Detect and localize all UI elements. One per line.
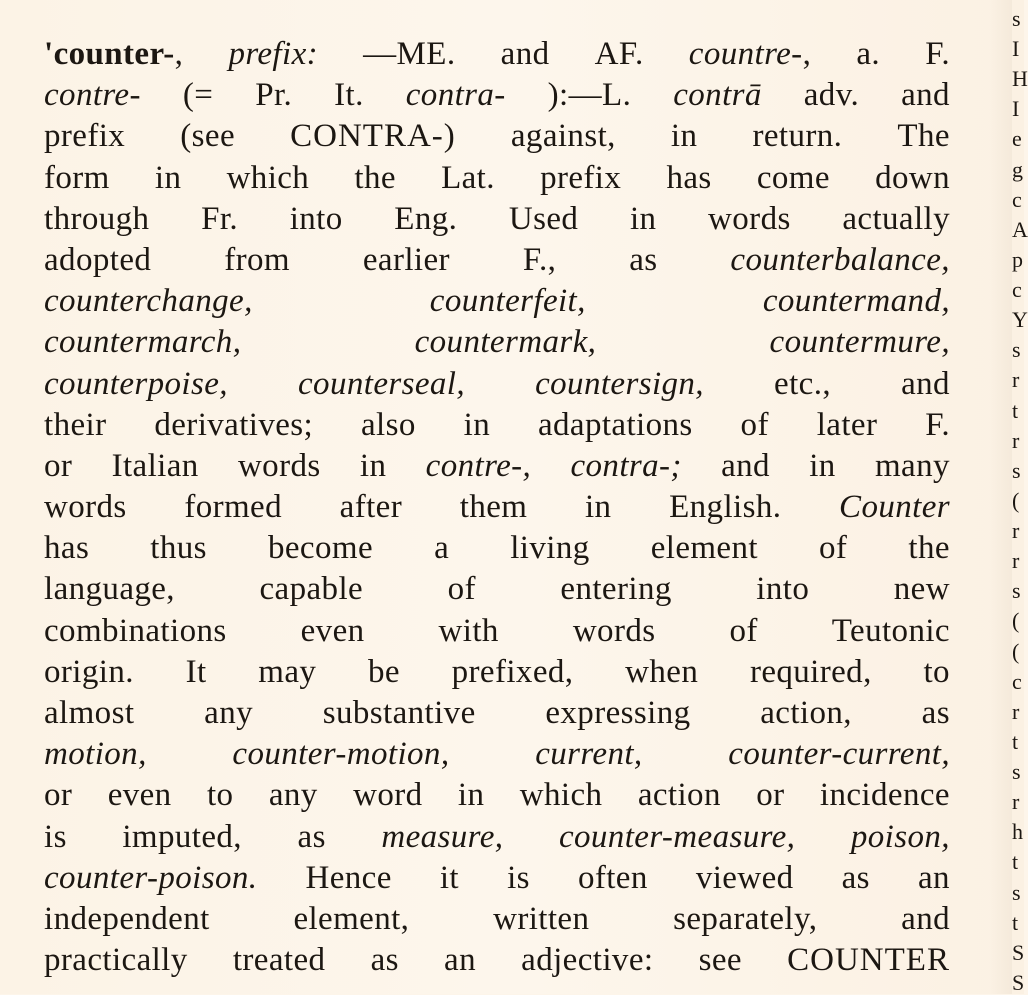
entry-word: or xyxy=(44,777,73,814)
entry-word: in xyxy=(670,118,698,155)
entry-word: It. xyxy=(334,77,364,114)
entry-line xyxy=(44,528,950,569)
entry-word: contre-, xyxy=(425,447,532,484)
entry-word: Pr. xyxy=(255,77,293,114)
entry-word: Lat. xyxy=(441,159,495,196)
entry-word: which xyxy=(519,777,603,814)
adjacent-column-letter: c xyxy=(1012,186,1022,212)
entry-word: Teutonic xyxy=(831,612,950,649)
entry-word: expressing xyxy=(545,695,691,731)
entry-word: of xyxy=(819,530,848,567)
adjacent-column-letter: r xyxy=(1012,789,1020,815)
entry-word: entering xyxy=(560,571,672,608)
entry-line xyxy=(44,199,950,240)
entry-word: counterchange, xyxy=(44,283,253,320)
entry-word: F. xyxy=(925,406,950,443)
adjacent-column-letter: s xyxy=(1012,879,1021,905)
adjacent-column-letter: ( xyxy=(1012,487,1020,513)
entry-word: be xyxy=(367,653,400,690)
adjacent-column-letter: s xyxy=(1012,578,1021,604)
entry-word: viewed xyxy=(695,859,794,896)
entry-word: to xyxy=(923,653,950,690)
entry-word: even xyxy=(107,777,172,814)
entry-word: later xyxy=(816,406,878,443)
entry-word: element, xyxy=(293,900,410,937)
entry-word: in xyxy=(463,406,491,443)
entry-word: and xyxy=(901,900,950,937)
entry-word: any xyxy=(268,777,318,814)
entry-word: element xyxy=(650,530,758,567)
entry-word: treated xyxy=(232,942,326,979)
entry-word: as xyxy=(629,241,658,278)
entry-word: as xyxy=(921,695,950,731)
entry-word: in xyxy=(359,447,387,484)
entry-word: into xyxy=(756,571,810,608)
entry-word: counter-poison. xyxy=(44,859,258,896)
entry-word: in xyxy=(629,200,657,237)
entry-word: Counter xyxy=(839,489,950,526)
entry-word: or xyxy=(756,777,785,814)
entry-word: of xyxy=(740,406,769,443)
entry-word: contra-; xyxy=(570,447,682,484)
entry-word: prefixed, xyxy=(451,653,574,690)
adjacent-column-letter: r xyxy=(1012,518,1020,544)
adjacent-column-letter: S xyxy=(1012,939,1025,965)
adjacent-column-letter: t xyxy=(1012,849,1019,875)
entry-word: countersign, xyxy=(535,365,704,402)
entry-word: into xyxy=(289,200,343,237)
entry-word: practically xyxy=(44,942,188,979)
entry-word: often xyxy=(577,859,648,896)
entry-line xyxy=(44,817,950,858)
entry-word: and xyxy=(500,36,550,72)
entry-word: incidence xyxy=(819,777,950,814)
entry-word: their xyxy=(44,406,107,443)
entry-word: —ME. xyxy=(363,36,456,72)
entry-word: capable xyxy=(259,571,364,608)
entry-word: action xyxy=(637,777,721,814)
entry-word: is xyxy=(507,859,530,896)
entry-word: the xyxy=(908,530,950,567)
entry-word: current, xyxy=(535,736,643,773)
entry-word: an xyxy=(444,942,476,979)
entry-word: counterfeit, xyxy=(429,283,586,320)
entry-word: counterpoise, xyxy=(44,365,228,402)
entry-word: COUNTER xyxy=(787,942,950,979)
entry-word: measure, xyxy=(381,818,504,855)
column-gutter xyxy=(990,0,1012,994)
adjacent-column-letter: h xyxy=(1012,819,1023,845)
entry-word: countermand, xyxy=(762,283,950,320)
adjacent-column-letter: p xyxy=(1012,246,1023,272)
entry-word: or xyxy=(44,447,73,484)
entry-word: an xyxy=(918,859,950,896)
entry-word: even xyxy=(300,612,365,649)
entry-word: English. xyxy=(669,489,782,526)
adjacent-column-letter: r xyxy=(1012,367,1020,393)
entry-word: prefix xyxy=(44,118,126,155)
entry-word: also xyxy=(360,406,416,443)
entry-line xyxy=(44,652,950,693)
entry-line xyxy=(44,775,950,816)
entry-word: them xyxy=(459,489,528,526)
entry-word: words xyxy=(237,447,321,484)
entry-word: come xyxy=(756,159,830,196)
entry-line xyxy=(44,569,950,610)
entry-word: It xyxy=(185,653,207,690)
entry-word: of xyxy=(447,571,476,608)
headword: 'counter- xyxy=(44,36,175,72)
entry-word: return. xyxy=(752,118,843,155)
entry-line xyxy=(44,364,950,405)
entry-word: living xyxy=(510,530,590,567)
adjacent-column-letter: c xyxy=(1012,668,1022,694)
entry-word: Fr. xyxy=(201,200,239,237)
entry-word: (= xyxy=(182,77,214,114)
entry-word: countermarch, xyxy=(44,324,242,361)
entry-word: prefix xyxy=(540,159,622,196)
adjacent-column-letter: t xyxy=(1012,728,1019,754)
entry-word: written xyxy=(493,900,590,937)
entry-line xyxy=(44,34,950,75)
entry-word: and xyxy=(721,447,770,484)
entry-word: as xyxy=(841,859,870,896)
adjacent-column-letter: H xyxy=(1012,66,1028,92)
entry-line xyxy=(44,322,950,363)
entry-word: words xyxy=(572,612,656,649)
entry-word: as xyxy=(297,818,326,855)
entry-word: form xyxy=(44,159,110,196)
entry-word: derivatives; xyxy=(154,406,314,443)
entry-word: almost xyxy=(44,695,135,731)
entry-word: become xyxy=(267,530,373,567)
adjacent-column-letter: r xyxy=(1012,548,1020,574)
entry-line xyxy=(44,858,950,899)
entry-word: F. xyxy=(925,36,950,72)
entry-word: poison, xyxy=(850,818,950,855)
entry-word: and xyxy=(901,365,950,402)
entry-word: counter-current, xyxy=(728,736,950,773)
adjacent-column-letter: ( xyxy=(1012,608,1020,634)
entry-word: see xyxy=(698,942,742,979)
entry-word: combinations xyxy=(44,612,227,649)
entry-word: has xyxy=(666,159,712,196)
entry-word: etc., xyxy=(774,365,832,402)
entry-word: Italian xyxy=(111,447,199,484)
entry-word: a. xyxy=(856,36,881,72)
entry-word: counter-measure, xyxy=(558,818,796,855)
entry-word: is xyxy=(44,818,67,855)
entry-word: , xyxy=(802,36,812,72)
entry-word: formed xyxy=(184,489,283,526)
entry-line xyxy=(44,405,950,446)
entry-word: the xyxy=(354,159,396,196)
adjacent-column-letter: Y xyxy=(1012,307,1028,333)
adjacent-column-letter: e xyxy=(1012,126,1022,152)
entry-word: counterseal, xyxy=(298,365,466,402)
entry-word: to xyxy=(206,777,234,814)
entry-line xyxy=(44,611,950,652)
entry-word: motion, xyxy=(44,736,147,773)
entry-word: through xyxy=(44,200,150,237)
entry-word: contra- xyxy=(405,77,506,114)
entry-word: countermark, xyxy=(414,324,597,361)
entry-word: independent xyxy=(44,900,210,937)
entry-word: language, xyxy=(44,571,175,608)
entry-word: when xyxy=(625,653,699,690)
entry-word: which xyxy=(226,159,310,196)
entry-line xyxy=(44,487,950,528)
entry-word: in xyxy=(584,489,612,526)
adjacent-column-letter: g xyxy=(1012,156,1023,182)
entry-word: prefix: xyxy=(228,36,319,72)
entry-word: actually xyxy=(842,200,950,237)
entry-line xyxy=(44,281,950,322)
entry-line xyxy=(44,116,950,157)
entry-word: with xyxy=(438,612,499,649)
adjacent-column-letter: A xyxy=(1012,216,1028,242)
entry-word: against, xyxy=(510,118,616,155)
entry-word: F., xyxy=(522,241,557,278)
entry-word: word xyxy=(353,777,423,814)
entry-word: may xyxy=(258,653,317,690)
entry-word: adv. xyxy=(803,77,860,114)
entry-word: countre- xyxy=(688,36,803,72)
entry-word: ):—L. xyxy=(547,77,632,114)
entry-word: in xyxy=(809,447,836,484)
entry-word: words xyxy=(44,489,127,526)
entry-word: a xyxy=(434,530,450,567)
entry-word: (see xyxy=(180,118,236,155)
entry-word: words xyxy=(708,200,791,237)
adjacent-column-letter: r xyxy=(1012,427,1020,453)
entry-word: The xyxy=(897,118,950,155)
entry-word: counterbalance, xyxy=(730,241,950,278)
entry-line xyxy=(44,240,950,281)
entry-word: many xyxy=(874,447,950,484)
entry-word: adjective: xyxy=(521,942,654,979)
adjacent-column-letter: I xyxy=(1012,96,1020,122)
adjacent-column-letter: s xyxy=(1012,6,1021,31)
entry-word: and xyxy=(901,77,950,114)
entry-word: of xyxy=(729,612,758,649)
entry-line xyxy=(44,158,950,199)
adjacent-column-letter: s xyxy=(1012,457,1021,483)
adjacent-column-fragment xyxy=(1012,0,1028,995)
adjacent-column-letter: I xyxy=(1012,36,1020,62)
entry-word: Hence xyxy=(305,859,392,896)
adjacent-column-letter: r xyxy=(1012,698,1020,724)
entry-word: down xyxy=(875,159,950,196)
entry-word: new xyxy=(893,571,950,608)
entry-word: counter-motion, xyxy=(232,736,450,773)
entry-word: adaptations xyxy=(537,406,693,443)
adjacent-column-letter: t xyxy=(1012,397,1019,423)
entry-word: contrā xyxy=(673,77,762,114)
entry-word: thus xyxy=(150,530,207,567)
entry-word: countermure, xyxy=(769,324,950,361)
entry-word: adopted xyxy=(44,241,152,278)
entry-word: in xyxy=(457,777,485,814)
entry-word: , xyxy=(174,36,184,72)
entry-word: Used xyxy=(508,200,579,237)
entry-word: it xyxy=(439,859,459,896)
entry-line xyxy=(44,75,950,116)
entry-line xyxy=(44,940,950,981)
entry-word: contre- xyxy=(44,77,141,114)
adjacent-column-letter: S xyxy=(1012,969,1025,995)
entry-word-group xyxy=(689,34,811,75)
dictionary-entry-column xyxy=(44,34,950,981)
entry-line xyxy=(44,693,950,734)
entry-word: origin. xyxy=(44,653,134,690)
entry-word-group xyxy=(44,34,183,75)
entry-word: has xyxy=(44,530,90,567)
entry-word: AF. xyxy=(594,36,644,72)
adjacent-column-letter: c xyxy=(1012,277,1022,303)
entry-word: imputed, xyxy=(122,818,242,855)
entry-word: Eng. xyxy=(394,200,458,237)
adjacent-column-letter: s xyxy=(1012,759,1021,785)
adjacent-column-letter: ( xyxy=(1012,638,1020,664)
entry-word: any xyxy=(204,695,253,731)
entry-word: action, xyxy=(760,695,852,731)
entry-word: as xyxy=(370,942,399,979)
entry-word: CONTRA-) xyxy=(290,118,456,155)
entry-word: in xyxy=(154,159,182,196)
adjacent-column-letter: t xyxy=(1012,909,1019,935)
entry-line xyxy=(44,899,950,940)
entry-word: earlier xyxy=(362,241,450,278)
entry-word: required, xyxy=(749,653,872,690)
adjacent-column-letter: s xyxy=(1012,337,1021,363)
entry-word: substantive xyxy=(322,695,476,731)
entry-line xyxy=(44,446,950,487)
entry-line xyxy=(44,734,950,775)
entry-word: after xyxy=(339,489,403,526)
entry-word: from xyxy=(224,241,290,278)
entry-word: separately, xyxy=(673,900,818,937)
